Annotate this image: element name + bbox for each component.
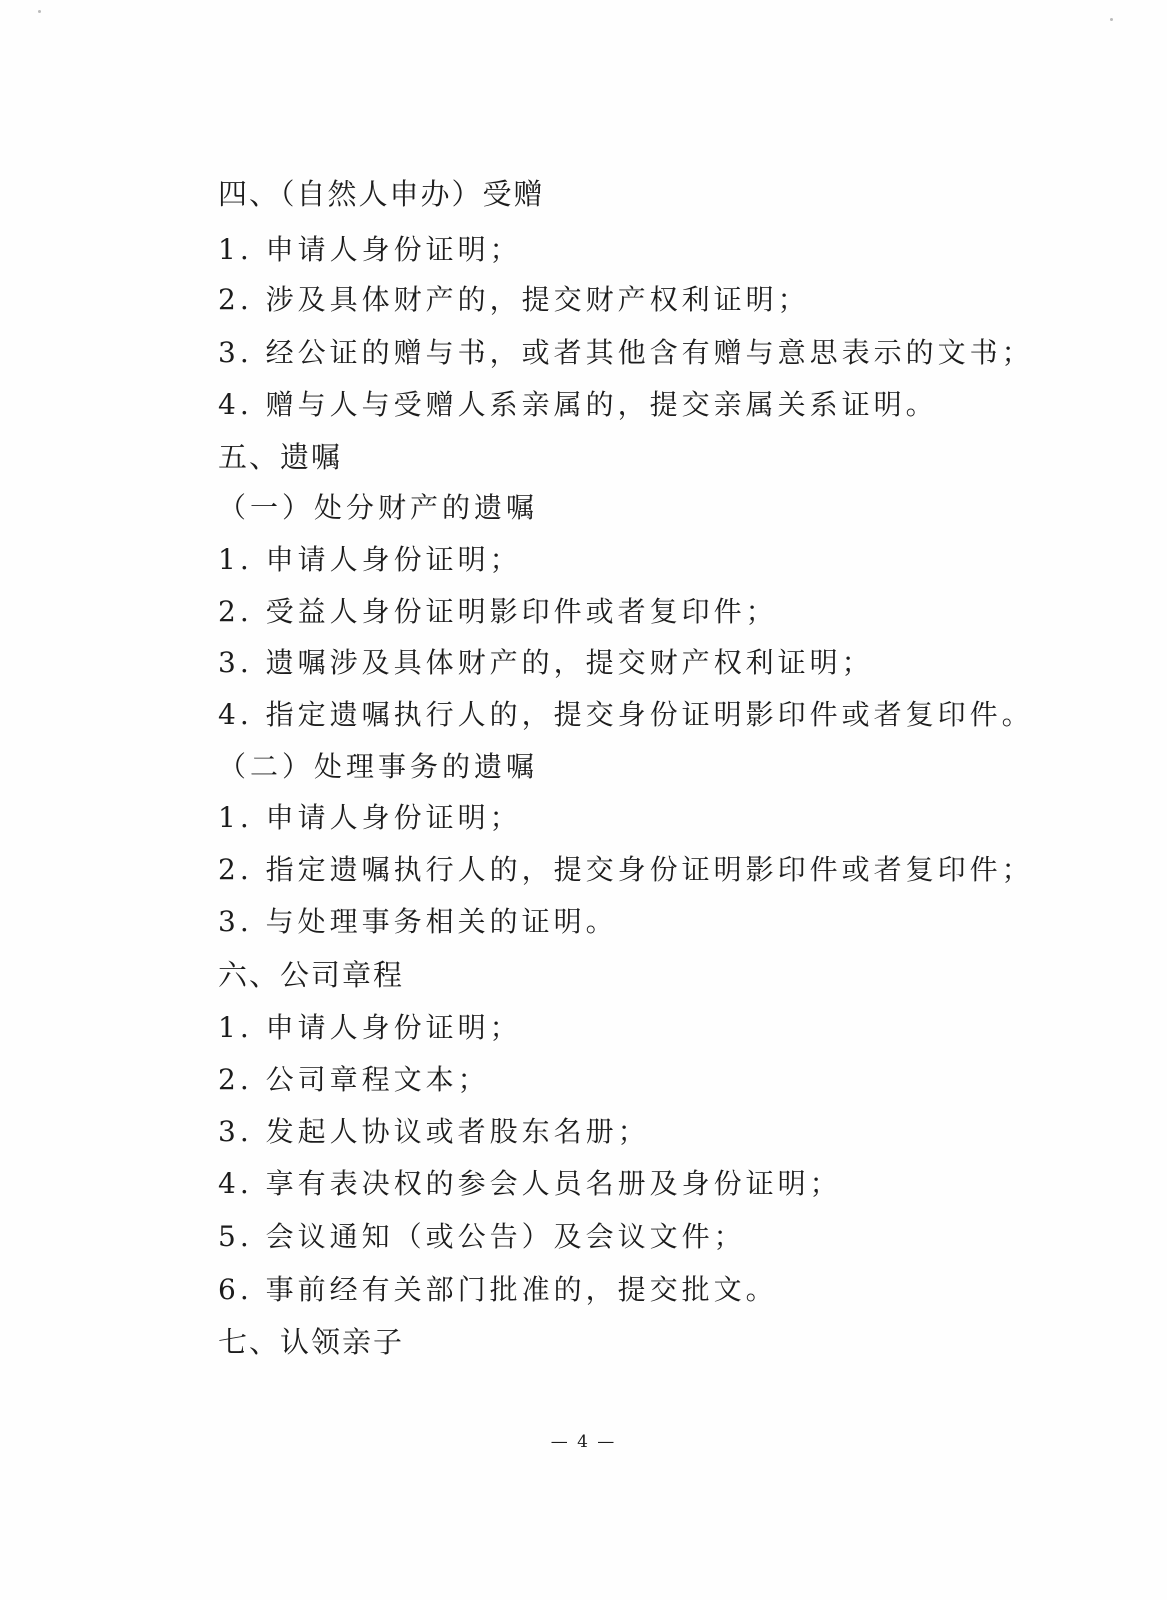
list-item: 1. 申请人身份证明； bbox=[218, 543, 522, 576]
list-item: 3. 发起人协议或者股东名册； bbox=[218, 1115, 650, 1148]
subsection-heading: （二）处理事务的遗嘱 bbox=[218, 750, 539, 783]
list-item: 3. 遗嘱涉及具体财产的，提交财产权利证明； bbox=[218, 646, 874, 679]
list-item: 1. 申请人身份证明； bbox=[218, 1011, 522, 1044]
subsection-heading: （一）处分财产的遗嘱 bbox=[218, 491, 539, 524]
list-item: 2. 指定遗嘱执行人的，提交身份证明影印件或者复印件； bbox=[218, 853, 1034, 886]
page-number: — 4 — bbox=[550, 1432, 617, 1452]
section-heading: 五、遗嘱 bbox=[218, 440, 343, 474]
list-item: 5. 会议通知（或公告）及会议文件； bbox=[218, 1220, 746, 1253]
list-item: 1. 申请人身份证明； bbox=[218, 233, 522, 266]
list-item: 3. 经公证的赠与书，或者其他含有赠与意思表示的文书； bbox=[218, 336, 1034, 369]
section-heading: 六、公司章程 bbox=[218, 958, 405, 992]
list-item: 2. 涉及具体财产的，提交财产权利证明； bbox=[218, 283, 810, 316]
section-heading: 四、（自然人申办）受赠 bbox=[218, 177, 545, 211]
scan-speck bbox=[38, 10, 41, 13]
list-item: 3. 与处理事务相关的证明。 bbox=[218, 905, 618, 938]
list-item: 2. 公司章程文本； bbox=[218, 1063, 490, 1096]
list-item: 4. 享有表决权的参会人员名册及身份证明； bbox=[218, 1167, 842, 1200]
list-item: 1. 申请人身份证明； bbox=[218, 801, 522, 834]
list-item: 2. 受益人身份证明影印件或者复印件； bbox=[218, 595, 778, 628]
list-item: 4. 赠与人与受赠人系亲属的，提交亲属关系证明。 bbox=[218, 388, 938, 421]
section-heading: 七、认领亲子 bbox=[218, 1325, 405, 1359]
scan-speck bbox=[1110, 18, 1113, 21]
list-item: 6. 事前经有关部门批准的，提交批文。 bbox=[218, 1273, 778, 1306]
list-item: 4. 指定遗嘱执行人的，提交身份证明影印件或者复印件。 bbox=[218, 698, 1034, 731]
